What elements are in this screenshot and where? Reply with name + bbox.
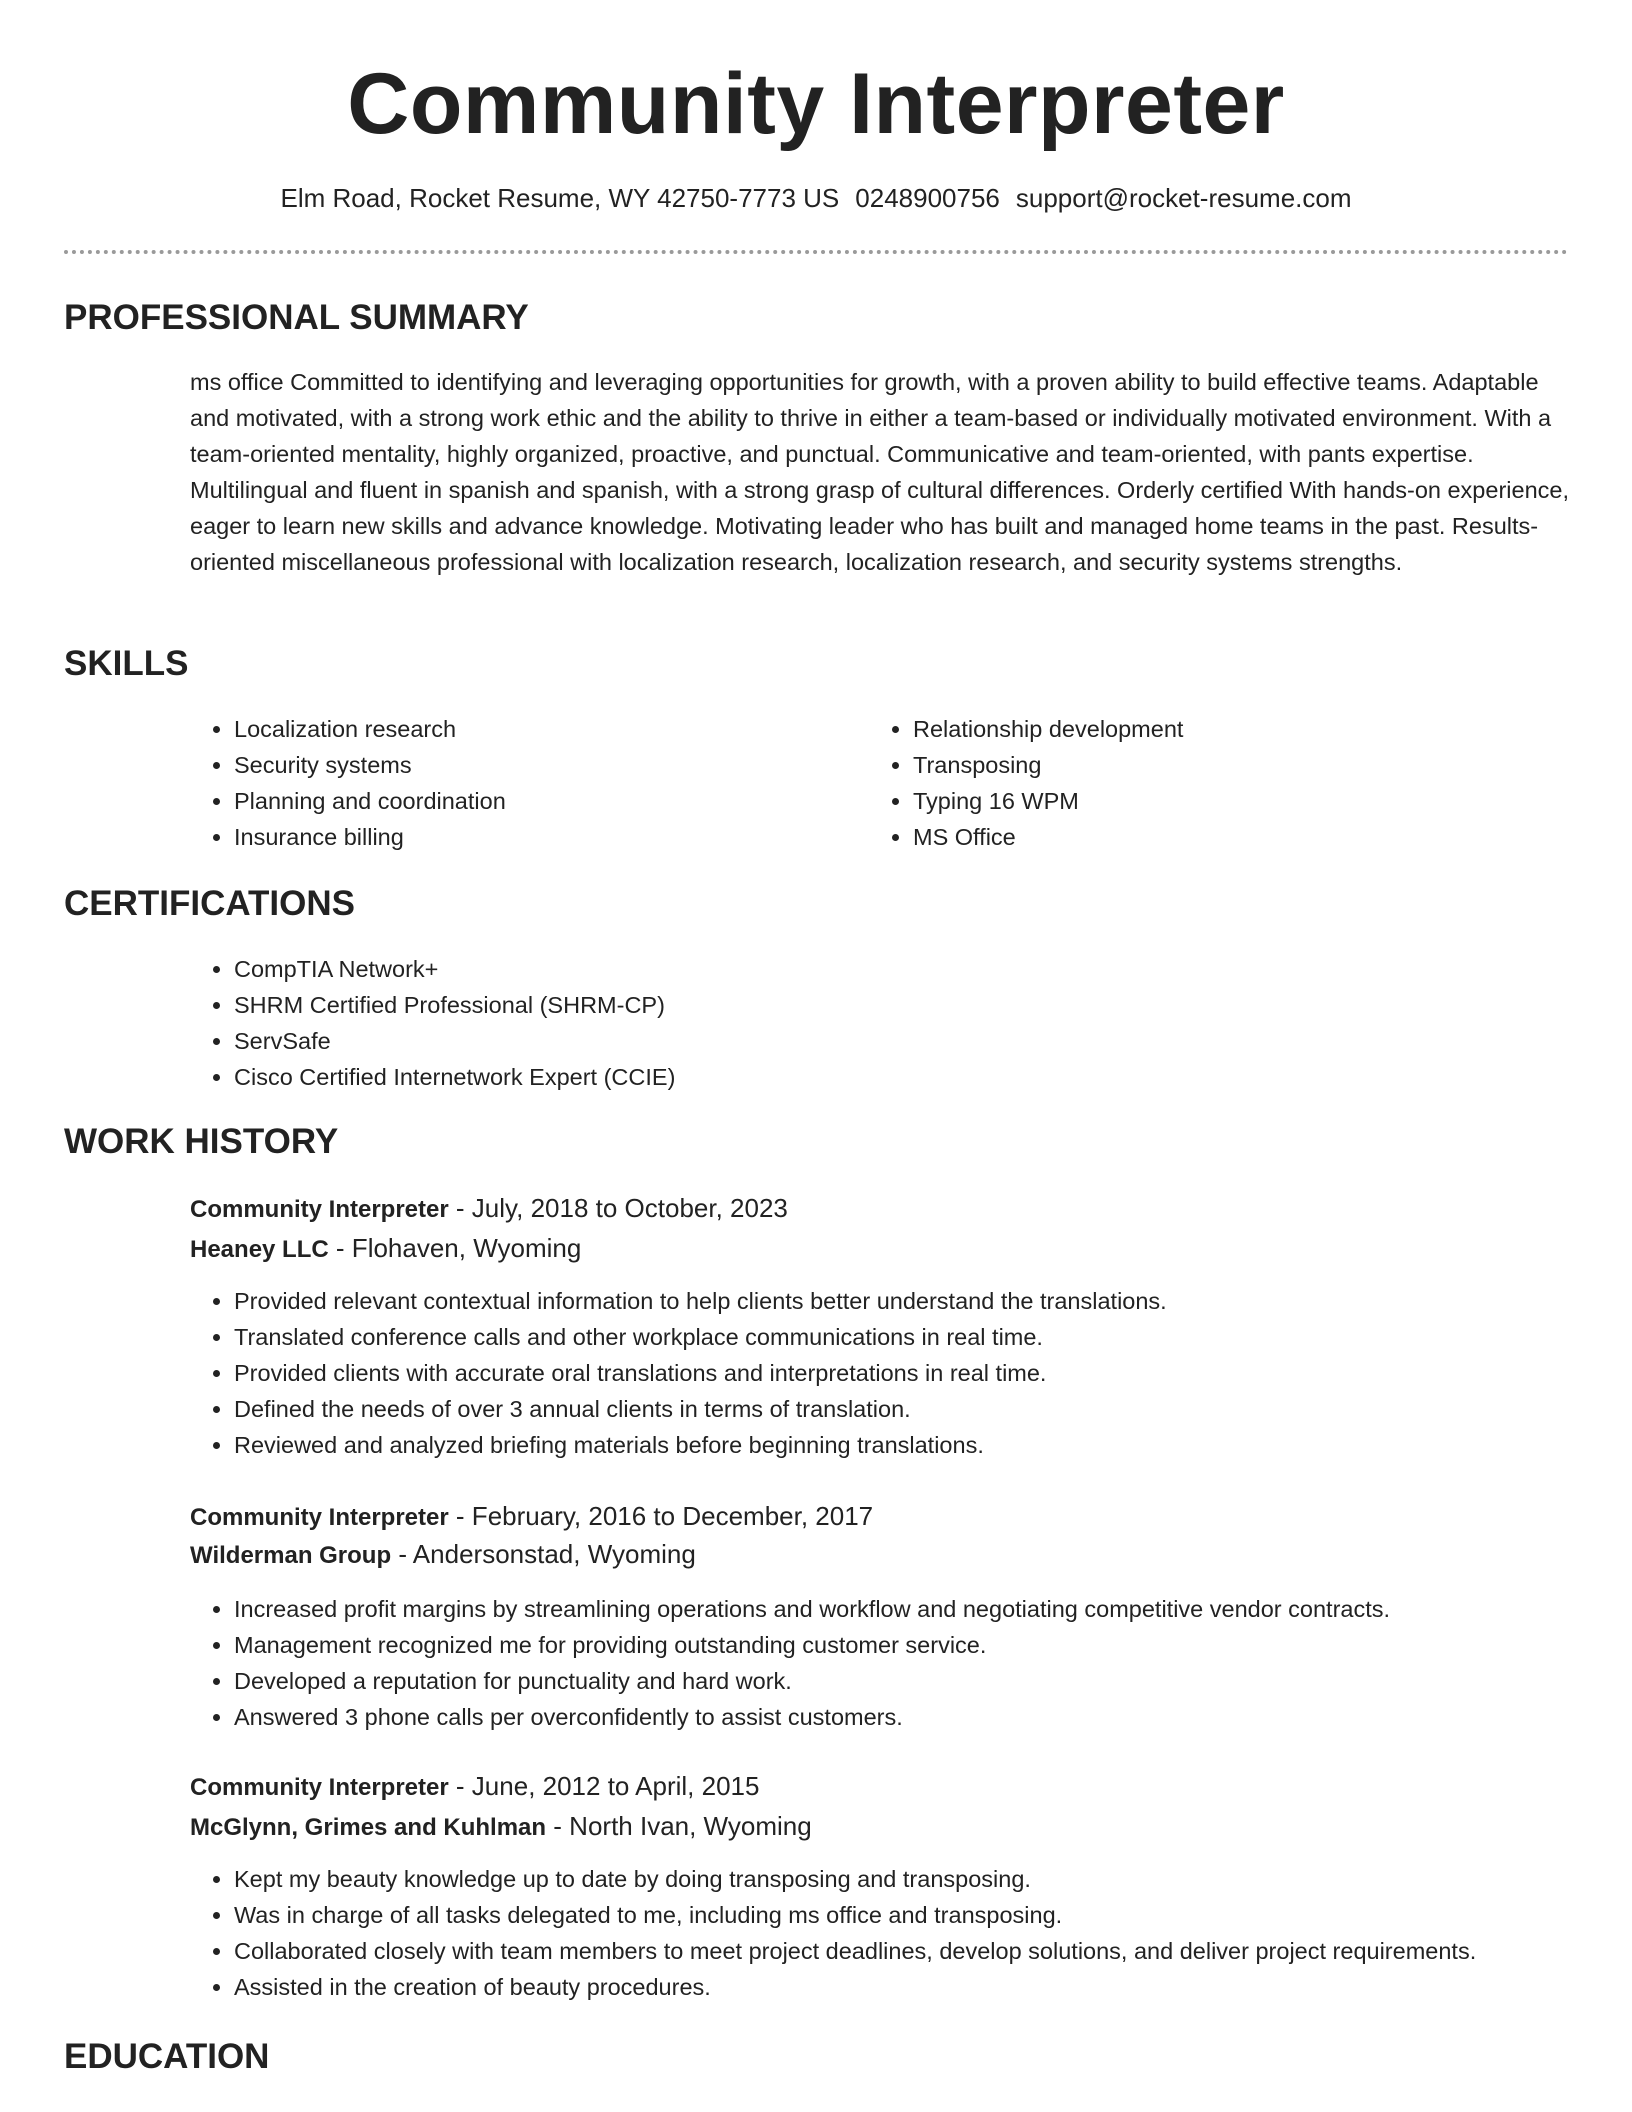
skill-item: • Localization research — [234, 711, 854, 747]
skill-item: • Insurance billing — [234, 819, 854, 855]
job-dates: - February, 2016 to December, 2017 — [448, 1501, 874, 1531]
certification-item: • ServSafe — [234, 1023, 1534, 1059]
work-history-heading: WORK HISTORY — [64, 1122, 339, 1161]
summary-text: ms office Committed to identifying and leveraging opportunities for growth, with a proven ability to build effective teams. Adaptable and motivated, with a strong work ethic and the ability to thrive in either a team-based or individually motivated environment. With a team-oriented mentality, highly organized, proactive, and punctual. Communicative and team-oriented, with pants expertise. Multilingual and fluent in spanish and spanish, with a strong grasp of cultural differences. Orderly certified With hands-on experience, eager to learn new skills and advance knowledge. Motivating leader who has built and managed home teams in the past. Results-oriented miscellaneous professional with localization research, localization research, and security systems strengths. — [190, 369, 1569, 575]
contact-email: support@rocket-resume.com — [1015, 183, 1352, 213]
job-company-line — [190, 1808, 812, 1846]
job-title-line — [190, 1190, 788, 1228]
job-bullet: • Answered 3 phone calls per overconfidently to assist customers. — [234, 1699, 1614, 1735]
skill-item: • Typing 16 WPM — [913, 783, 1533, 819]
skill-item: • Relationship development — [913, 711, 1533, 747]
skills-heading: SKILLS — [64, 644, 189, 683]
job-bullet: • Provided relevant contextual information to help clients better understand the translations. — [234, 1283, 1614, 1319]
skill-item: • Security systems — [234, 747, 854, 783]
job-bullet: • Defined the needs of over 3 annual clients in terms of translation. — [234, 1391, 1614, 1427]
job-bullet: • Developed a reputation for punctuality and hard work. — [234, 1663, 1614, 1699]
job-location: - North Ivan, Wyoming — [546, 1811, 812, 1841]
job-bullet: • Management recognized me for providing outstanding customer service. — [234, 1627, 1614, 1663]
certifications-heading: CERTIFICATIONS — [64, 884, 356, 923]
job-company-line — [190, 1230, 581, 1268]
header-divider — [64, 250, 1568, 254]
job-company: McGlynn, Grimes and Kuhlman — [190, 1814, 547, 1841]
job-bullet: • Kept my beauty knowledge up to date by doing transposing and transposing. — [234, 1861, 1632, 1897]
job-company: Wilderman Group — [190, 1542, 392, 1569]
contact-phone: 0248900756 — [855, 183, 1000, 213]
skills-list-left — [190, 711, 854, 855]
job-company-line — [190, 1536, 696, 1574]
certification-item: • Cisco Certified Internetwork Expert (CCIE) — [234, 1059, 1534, 1095]
certifications-list — [190, 951, 1534, 1095]
job-dates: - June, 2012 to April, 2015 — [448, 1771, 760, 1801]
job-title-line — [190, 1498, 873, 1536]
certification-item: • CompTIA Network+ — [234, 951, 1534, 987]
education-heading: EDUCATION — [64, 2037, 270, 2076]
job-bullet: • Provided clients with accurate oral translations and interpretations in real time. — [234, 1355, 1614, 1391]
job-dates: - July, 2018 to October, 2023 — [448, 1193, 788, 1223]
job-role: Community Interpreter — [190, 1196, 449, 1223]
summary-heading: PROFESSIONAL SUMMARY — [64, 298, 529, 337]
skill-item: • Planning and coordination — [234, 783, 854, 819]
job-title-line — [190, 1768, 759, 1806]
job-bullets — [190, 1283, 1614, 1463]
job-bullet: • Increased profit margins by streamlining operations and workflow and negotiating competitive vendor contracts. — [234, 1591, 1614, 1627]
job-bullet: • Collaborated closely with team members to meet project deadlines, develop solutions, and deliver project requirements. — [234, 1933, 1632, 1969]
contact-address: Elm Road, Rocket Resume, WY 42750-7773 US — [280, 183, 840, 213]
skill-item: • MS Office — [913, 819, 1533, 855]
job-bullet: • Translated conference calls and other workplace communications in real time. — [234, 1319, 1614, 1355]
resume-name: Community Interpreter — [347, 56, 1285, 152]
job-bullet: • Was in charge of all tasks delegated to me, including ms office and transposing. — [234, 1897, 1632, 1933]
job-bullet: • Assisted in the creation of beauty procedures. — [234, 1969, 1632, 2005]
skill-item: • Transposing — [913, 747, 1533, 783]
contact-line — [0, 182, 1632, 214]
job-bullets — [190, 1591, 1614, 1735]
job-bullets — [190, 1861, 1632, 2005]
skills-list-right — [869, 711, 1533, 855]
job-company: Heaney LLC — [190, 1236, 329, 1263]
job-location: - Flohaven, Wyoming — [328, 1233, 582, 1263]
certification-item: • SHRM Certified Professional (SHRM-CP) — [234, 987, 1534, 1023]
job-role: Community Interpreter — [190, 1504, 449, 1531]
job-bullet: • Reviewed and analyzed briefing materials before beginning translations. — [234, 1427, 1614, 1463]
job-role: Community Interpreter — [190, 1774, 449, 1801]
job-location: - Andersonstad, Wyoming — [391, 1539, 696, 1569]
